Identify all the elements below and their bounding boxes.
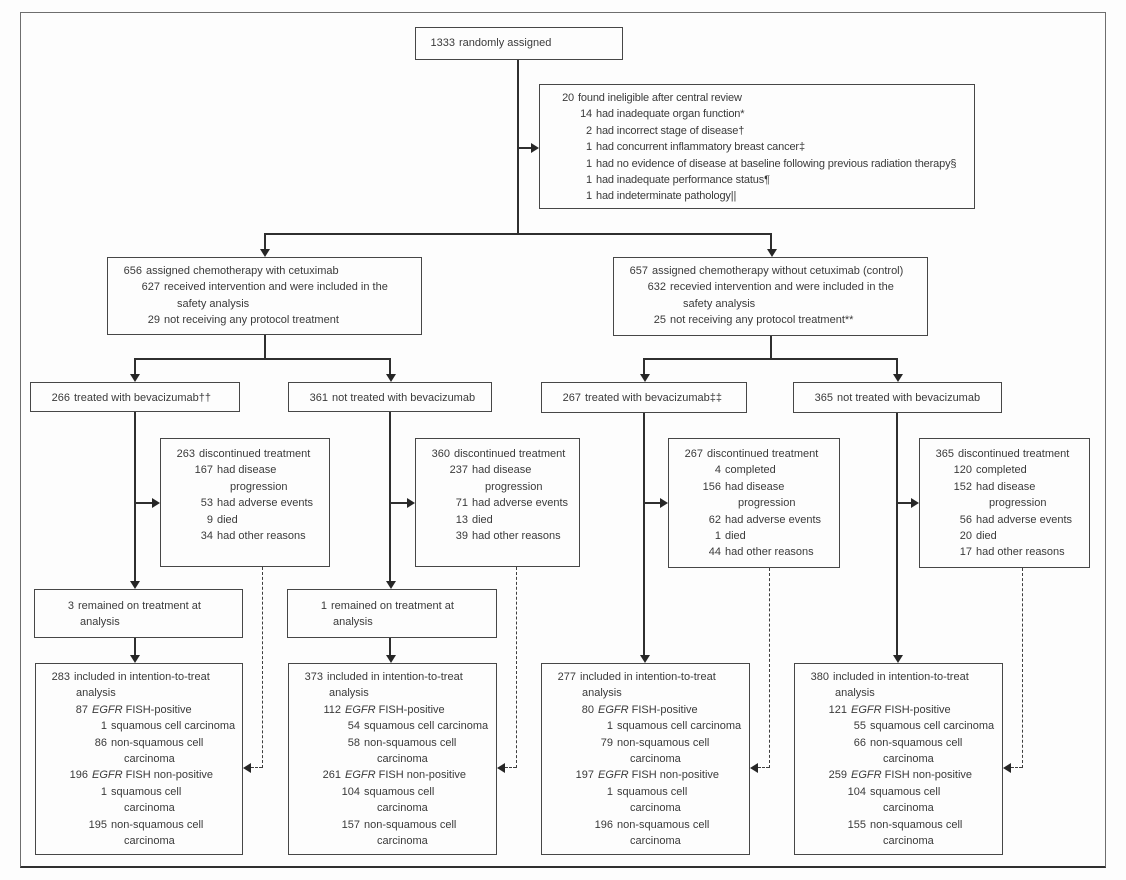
connector-line xyxy=(770,233,772,250)
flow-line: 1 had no evidence of disease at baseline following previous radiation therapy§ xyxy=(586,157,957,170)
flow-line: 195 non-squamous cell xyxy=(88,818,204,831)
flow-line: 1 had inadequate performance status¶ xyxy=(586,174,770,187)
flow-line: 1 had concurrent inflammatory breast cancer‡ xyxy=(586,141,805,154)
connector-line xyxy=(389,638,391,656)
flow-line: 155 non-squamous cell xyxy=(847,818,963,831)
flow-line: 79 non-squamous cell xyxy=(600,736,710,749)
flow-line: 380 included in intention-to-treat xyxy=(810,671,969,683)
flow-line: analysis xyxy=(333,616,373,629)
flow-arrowhead-icon xyxy=(497,763,505,773)
flow-line: carcinoma xyxy=(124,753,175,766)
flow-line: 361 not treated with bevacizumab xyxy=(309,392,476,404)
flow-arrowhead-icon xyxy=(407,498,415,508)
flow-line: progression xyxy=(230,480,288,493)
connector-dashed xyxy=(516,567,517,768)
box-randomly-assigned xyxy=(415,27,623,60)
flow-line: 156 had disease xyxy=(702,480,785,493)
flow-arrowhead-icon xyxy=(386,581,396,589)
flow-line: carcinoma xyxy=(630,835,681,848)
flow-line: analysis xyxy=(835,687,875,700)
connector-line xyxy=(389,412,391,582)
flow-line: 1 died xyxy=(714,530,746,543)
box-intention-to-treat-4 xyxy=(794,663,1003,855)
connector-dashed xyxy=(251,767,262,768)
box-arm-chemotherapy-with-cetuximab xyxy=(107,257,422,335)
flow-line: 1 remained on treatment at xyxy=(320,600,454,612)
flow-line: 14 had inadequate organ function* xyxy=(580,108,745,121)
flow-line: analysis xyxy=(76,687,116,700)
box-intention-to-treat-2 xyxy=(288,663,497,855)
flow-arrowhead-icon xyxy=(260,249,270,257)
connector-line xyxy=(643,358,897,360)
flow-line: 267 treated with bevacizumab‡‡ xyxy=(562,392,722,404)
connector-line xyxy=(896,358,898,375)
flow-line: 71 had adverse events xyxy=(455,497,569,510)
flow-line: progression xyxy=(485,480,543,493)
flow-line: 267 discontinued treatment xyxy=(684,448,819,460)
box-remained-on-treatment-2 xyxy=(287,589,497,638)
connector-line xyxy=(770,336,772,358)
flow-arrowhead-icon xyxy=(243,763,251,773)
box-bevacizumab-treated-cetuximab-arm xyxy=(30,382,240,412)
flow-line: carcinoma xyxy=(630,802,681,815)
flow-line: 66 non-squamous cell xyxy=(853,736,963,749)
box-bevacizumab-not-treated-control-arm xyxy=(793,382,1002,413)
flow-line: 104 squamous cell xyxy=(847,785,941,798)
flow-line: progression xyxy=(989,497,1047,510)
flow-line: carcinoma xyxy=(124,835,175,848)
flow-line: 365 discontinued treatment xyxy=(935,448,1070,460)
flow-line: 197 EGFR FISH non-positive xyxy=(575,769,720,782)
connector-line xyxy=(134,638,136,656)
flow-line: 283 included in intention-to-treat xyxy=(51,671,210,683)
flow-line: 29 not receiving any protocol treatment xyxy=(147,314,339,327)
flow-line: 1 had indeterminate pathology|| xyxy=(586,190,737,203)
flow-arrowhead-icon xyxy=(893,374,903,382)
flow-line: 4 completed xyxy=(714,464,776,477)
flow-line: 196 non-squamous cell xyxy=(594,818,710,831)
flow-line: 54 squamous cell carcinoma xyxy=(347,720,489,733)
connector-line xyxy=(264,335,266,358)
flow-arrowhead-icon xyxy=(531,143,539,153)
flow-line: carcinoma xyxy=(124,802,175,815)
connector-line xyxy=(643,502,660,504)
flow-arrowhead-icon xyxy=(893,655,903,663)
connector-dashed xyxy=(1022,568,1023,768)
flow-line: progression xyxy=(738,497,796,510)
flow-line: 20 died xyxy=(959,530,997,543)
connector-line xyxy=(134,502,152,504)
flow-line: 632 recevied intervention and were included in the xyxy=(647,281,894,294)
flow-line: 627 received intervention and were included in the xyxy=(141,281,388,294)
connector-line xyxy=(517,147,531,149)
flow-line: 365 not treated with bevacizumab xyxy=(814,392,981,404)
flow-line: 1 squamous cell carcinoma xyxy=(100,720,236,733)
flow-line: carcinoma xyxy=(630,753,681,766)
flow-arrowhead-icon xyxy=(640,374,650,382)
flow-line: 62 had adverse events xyxy=(708,513,822,526)
connector-dashed xyxy=(262,567,263,768)
flow-line: 44 had other reasons xyxy=(708,546,814,559)
flow-arrowhead-icon xyxy=(660,498,668,508)
connector-line xyxy=(389,502,407,504)
flow-arrowhead-icon xyxy=(750,763,758,773)
flow-line: 20 found ineligible after central review xyxy=(562,92,742,104)
flow-line: 56 had adverse events xyxy=(959,513,1073,526)
flow-line: 87 EGFR FISH-positive xyxy=(75,703,192,716)
flow-line: 55 squamous cell carcinoma xyxy=(853,720,995,733)
box-intention-to-treat-1 xyxy=(35,663,243,855)
flow-line: 360 discontinued treatment xyxy=(431,448,566,460)
flow-line: 1 squamous cell xyxy=(100,785,182,798)
connector-dashed xyxy=(1011,767,1022,768)
connector-line xyxy=(643,358,645,375)
flow-line: analysis xyxy=(80,616,120,629)
connector-dashed xyxy=(505,767,516,768)
box-discontinued-treatment-3 xyxy=(668,438,840,568)
flow-arrowhead-icon xyxy=(767,249,777,257)
flow-line: carcinoma xyxy=(377,753,428,766)
box-arm-chemotherapy-without-cetuximab xyxy=(613,257,928,336)
flow-line: 3 remained on treatment at xyxy=(67,600,201,612)
connector-line xyxy=(264,233,771,235)
flow-line: 157 non-squamous cell xyxy=(341,818,457,831)
connector-line xyxy=(896,413,898,656)
box-discontinued-treatment-1 xyxy=(160,438,330,567)
flow-line: 80 EGFR FISH-positive xyxy=(581,703,698,716)
flow-arrowhead-icon xyxy=(130,581,140,589)
connector-line xyxy=(134,358,136,375)
flow-line: 237 had disease xyxy=(449,464,532,477)
flow-arrowhead-icon xyxy=(130,655,140,663)
flow-line: 277 included in intention-to-treat xyxy=(557,671,716,683)
flow-line: 53 had adverse events xyxy=(200,497,314,510)
box-remained-on-treatment-1 xyxy=(34,589,243,638)
flow-line: 25 not receiving any protocol treatment** xyxy=(653,314,854,327)
flow-line: analysis xyxy=(329,687,369,700)
flow-line: 120 completed xyxy=(953,464,1027,477)
box-discontinued-treatment-4 xyxy=(919,438,1090,568)
flow-arrowhead-icon xyxy=(130,374,140,382)
flow-arrowhead-icon xyxy=(386,655,396,663)
flow-line: 259 EGFR FISH non-positive xyxy=(828,769,973,782)
flow-line: 266 treated with bevacizumab†† xyxy=(51,392,211,404)
flow-line: 86 non-squamous cell xyxy=(94,736,204,749)
flow-line: carcinoma xyxy=(883,802,934,815)
flow-arrowhead-icon xyxy=(1003,763,1011,773)
flow-arrowhead-icon xyxy=(640,655,650,663)
connector-line xyxy=(896,502,911,504)
flow-line: 373 included in intention-to-treat xyxy=(304,671,463,683)
box-discontinued-treatment-2 xyxy=(415,438,580,567)
flow-line: 167 had disease xyxy=(194,464,277,477)
flow-line: safety analysis xyxy=(177,297,250,310)
flow-line: safety analysis xyxy=(683,297,756,310)
flow-arrowhead-icon xyxy=(152,498,160,508)
flow-line: 1 squamous cell xyxy=(606,785,688,798)
flow-arrowhead-icon xyxy=(386,374,396,382)
connector-line xyxy=(134,412,136,582)
connector-dashed xyxy=(758,767,769,768)
flow-line: 152 had disease xyxy=(953,480,1036,493)
box-bevacizumab-not-treated-cetuximab-arm xyxy=(288,382,492,412)
flow-line: 9 died xyxy=(206,513,238,526)
connector-line xyxy=(643,413,645,656)
flow-line: 196 EGFR FISH non-positive xyxy=(69,769,214,782)
flow-line: 263 discontinued treatment xyxy=(176,448,311,460)
flow-line: 39 had other reasons xyxy=(455,530,561,543)
flow-line: 17 had other reasons xyxy=(959,546,1065,559)
flow-line: 112 EGFR FISH-positive xyxy=(323,703,445,716)
connector-line xyxy=(264,233,266,250)
flow-line: carcinoma xyxy=(883,835,934,848)
flow-line: 34 had other reasons xyxy=(200,530,306,543)
flow-line: carcinoma xyxy=(377,835,428,848)
flow-line: 1333 randomly assigned xyxy=(430,37,552,49)
flow-line: 58 non-squamous cell xyxy=(347,736,457,749)
flow-line: analysis xyxy=(582,687,622,700)
connector-line xyxy=(134,358,390,360)
connector-dashed xyxy=(769,568,770,768)
flow-line: carcinoma xyxy=(377,802,428,815)
flow-line: carcinoma xyxy=(883,753,934,766)
box-intention-to-treat-3 xyxy=(541,663,750,855)
flow-line: 657 assigned chemotherapy without cetuximab (control) xyxy=(629,265,904,277)
flow-line: 104 squamous cell xyxy=(341,785,435,798)
flow-line: 13 died xyxy=(455,513,493,526)
connector-line xyxy=(389,358,391,375)
box-ineligible-after-central-review xyxy=(539,84,975,209)
flow-line: 656 assigned chemotherapy with cetuximab xyxy=(123,265,339,277)
flow-line: 261 EGFR FISH non-positive xyxy=(322,769,467,782)
flow-line: 2 had incorrect stage of disease† xyxy=(586,124,745,137)
flow-arrowhead-icon xyxy=(911,498,919,508)
flow-line: 1 squamous cell carcinoma xyxy=(606,720,742,733)
box-bevacizumab-treated-control-arm xyxy=(541,382,747,413)
flow-line: 121 EGFR FISH-positive xyxy=(828,703,951,716)
